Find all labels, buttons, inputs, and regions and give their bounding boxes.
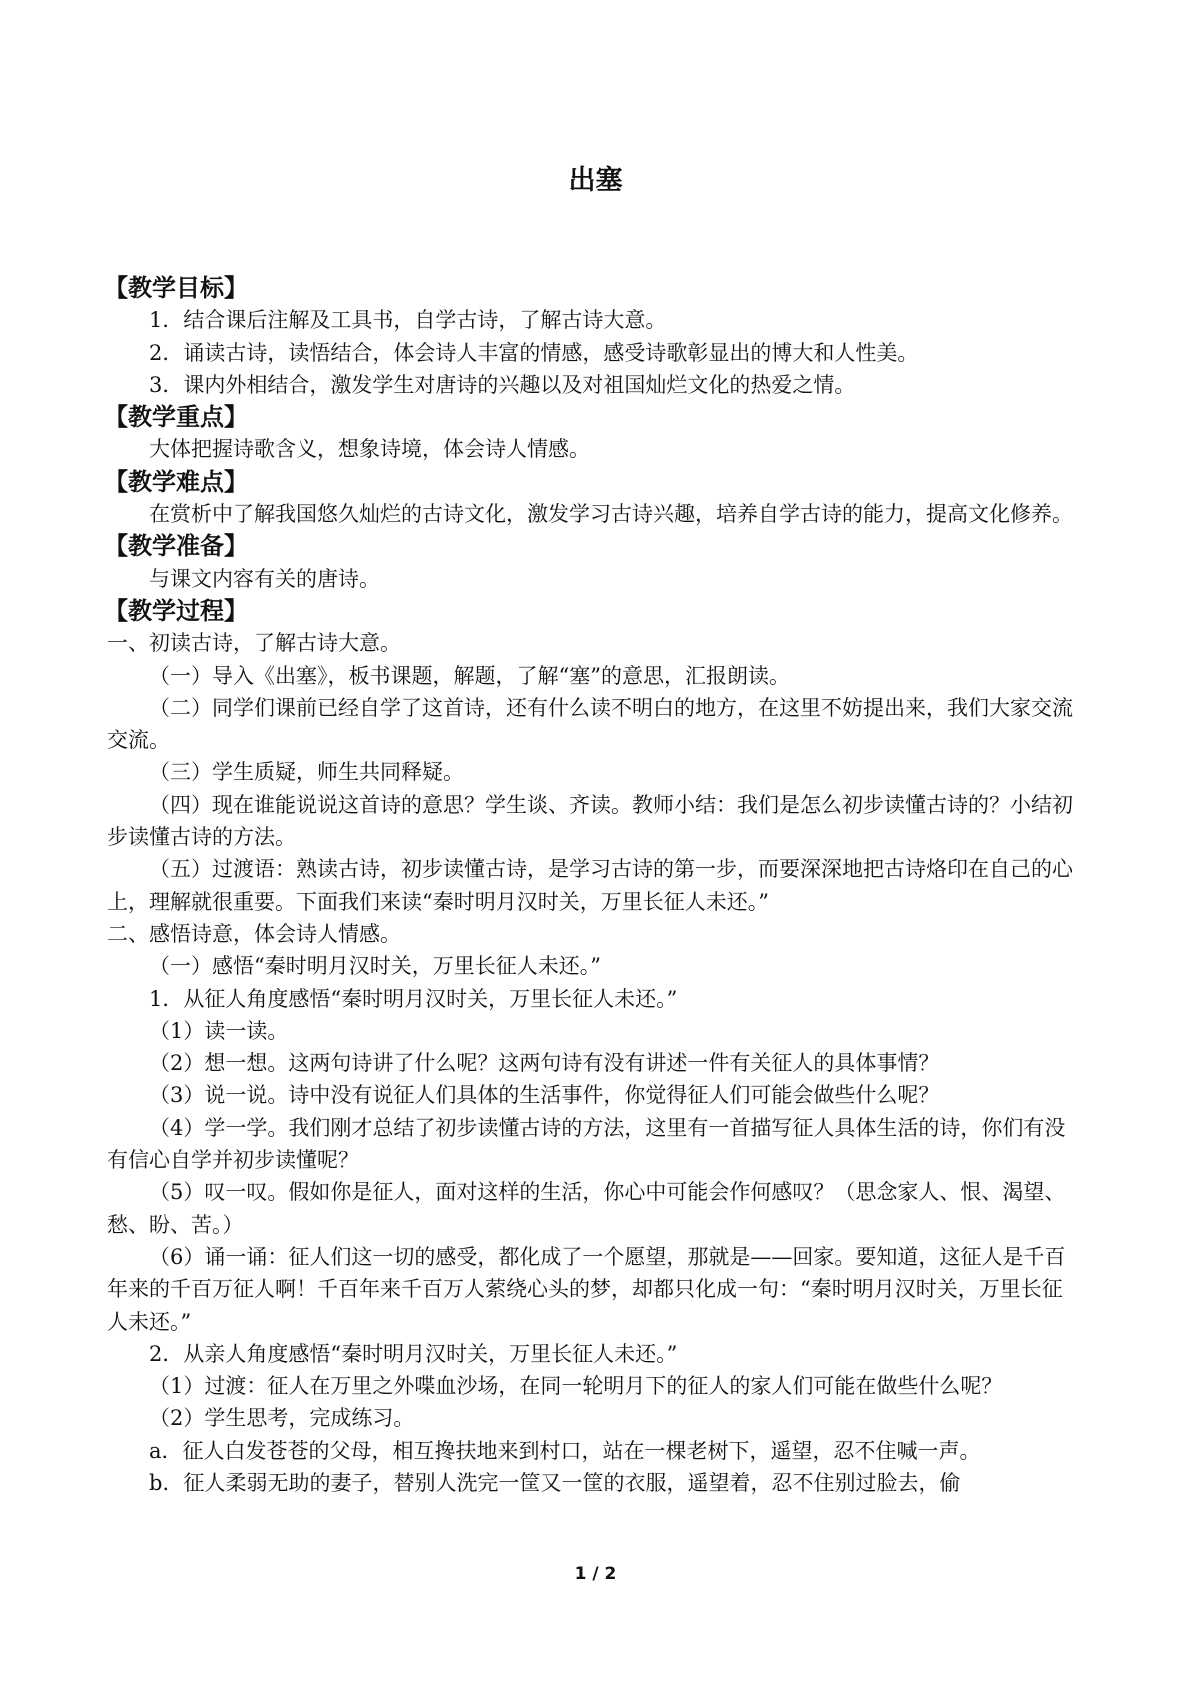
section-heading-difficulties: 【教学难点】 (104, 467, 248, 496)
process-paragraph: （4）学一学。我们刚才总结了初步读懂古诗的方法，这里有一首描写征人具体生活的诗，你们有没有信心自学并初步读懂呢？ (107, 1115, 1066, 1173)
section-heading-process: 【教学过程】 (104, 596, 248, 625)
page-title: 出塞 (568, 165, 623, 196)
process-part-title: 一、初读古诗，了解古诗大意。 (107, 631, 401, 656)
process-paragraph: （一）导入《出塞》，板书课题，解题，了解“塞”的意思，汇报朗读。 (149, 663, 790, 688)
section-heading-key-points: 【教学重点】 (104, 403, 248, 432)
process-paragraph: a．征人白发苍苍的父母，相互搀扶地来到村口，站在一棵老树下，遥望，忍不住喊一声。 (149, 1438, 981, 1463)
process-paragraph: （6）诵一诵：征人们这一切的感受，都化成了一个愿望，那就是——回家。要知道，这征人是千百年来的千百万征人啊！千百年来千百万人萦绕心头的梦，却都只化成一句：“秦时明月汉时关，万里长征人未还。” (107, 1244, 1066, 1334)
process-paragraph: （5）叹一叹。假如你是征人，面对这样的生活，你心中可能会作何感叹？（思念家人、恨、渴望、愁、盼、苦。） (107, 1180, 1066, 1237)
difficulties-text: 在赏析中了解我国悠久灿烂的古诗文化，激发学习古诗兴趣，培养自学古诗的能力，提高文化修养。 (149, 502, 1073, 527)
process-paragraph: （1）过渡：征人在万里之外喋血沙场，在同一轮明月下的征人的家人们可能在做些什么呢？ (149, 1374, 1003, 1399)
section-heading-preparation: 【教学准备】 (104, 532, 248, 561)
objective-item: 3．课内外相结合，激发学生对唐诗的兴趣以及对祖国灿烂文化的热爱之情。 (149, 372, 856, 397)
objective-item: 1．结合课后注解及工具书，自学古诗，了解古诗大意。 (149, 308, 667, 333)
process-paragraph: （3）说一说。诗中没有说征人们具体的生活事件，你觉得征人们可能会做些什么呢？ (149, 1083, 940, 1108)
process-paragraph: （二）同学们课前已经自学了这首诗，还有什么读不明白的地方，在这里不妨提出来，我们大家交流交流。 (107, 695, 1073, 753)
process-paragraph: 2．从亲人角度感悟“秦时明月汉时关，万里长征人未还。” (149, 1341, 678, 1366)
process-part-title: 二、感悟诗意，体会诗人情感。 (107, 921, 401, 946)
section-heading-objectives: 【教学目标】 (104, 274, 248, 302)
process-paragraph: （五）过渡语：熟读古诗，初步读懂古诗，是学习古诗的第一步，而要深深地把古诗烙印在自己的心上，理解就很重要。下面我们来读“秦时明月汉时关，万里长征人未还。” (107, 857, 1073, 914)
document-body (104, 272, 1083, 1499)
process-paragraph: 1．从征人角度感悟“秦时明月汉时关，万里长征人未还。” (149, 986, 678, 1011)
process-paragraph: （2）想一想。这两句诗讲了什么呢？这两句诗有没有讲述一件有关征人的具体事情？ (149, 1051, 940, 1076)
objective-item: 2．诵读古诗，读悟结合，体会诗人丰富的情感，感受诗歌彰显出的博大和人性美。 (149, 340, 919, 365)
page-number: 1 / 2 (574, 1564, 617, 1584)
process-paragraph: （2）学生思考，完成练习。 (149, 1406, 415, 1431)
process-paragraph: b．征人柔弱无助的妻子，替别人洗完一筐又一筐的衣服，遥望着，忍不住别过脸去，偷 (149, 1470, 961, 1495)
preparation-text: 与课文内容有关的唐诗。 (149, 566, 380, 591)
process-paragraph: （四）现在谁能说说这首诗的意思？学生谈、齐读。教师小结：我们是怎么初步读懂古诗的？小结初步读懂古诗的方法。 (107, 792, 1073, 850)
key-points-text: 大体把握诗歌含义，想象诗境，体会诗人情感。 (149, 437, 590, 462)
process-paragraph: （一）感悟“秦时明月汉时关，万里长征人未还。” (149, 954, 601, 979)
process-paragraph: （1）读一读。 (149, 1018, 289, 1043)
process-paragraph: （三）学生质疑，师生共同释疑。 (149, 760, 464, 785)
